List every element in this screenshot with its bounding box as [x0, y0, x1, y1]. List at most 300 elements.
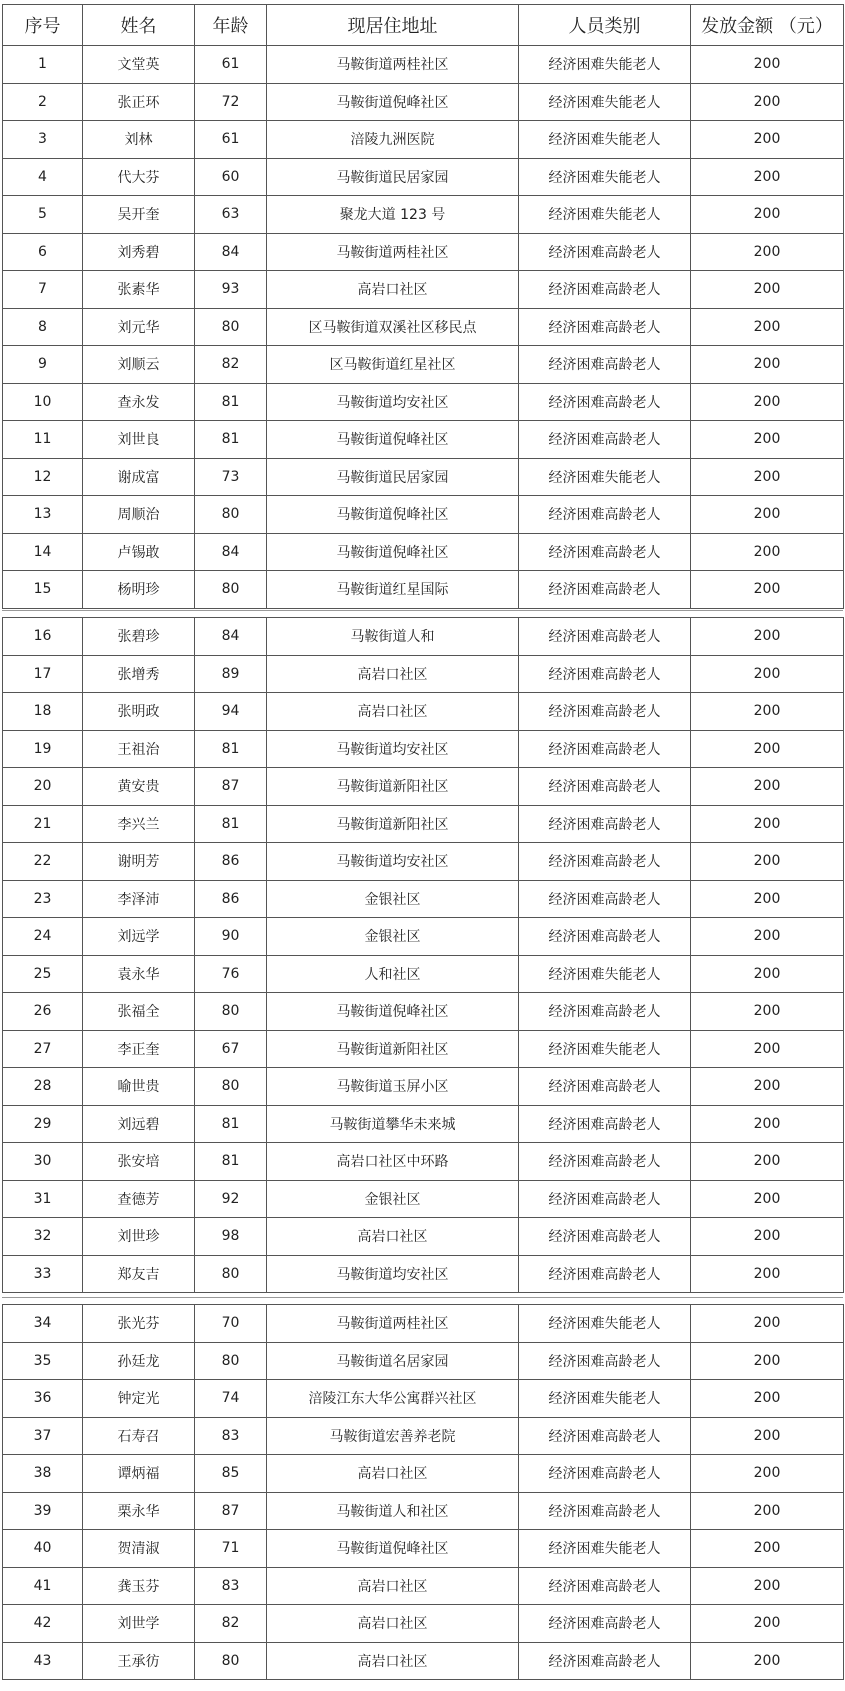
cell-index: 6: [3, 233, 83, 271]
cell-name: 李正奎: [83, 1030, 195, 1068]
cell-name: 刘林: [83, 121, 195, 159]
cell-address: 高岩口社区: [267, 1605, 519, 1643]
cell-category: 经济困难高龄老人: [519, 1417, 691, 1455]
table-row: [3, 880, 844, 918]
cell-name: 刘元华: [83, 308, 195, 346]
cell-amount: 200: [691, 1455, 844, 1493]
header-address: 现居住地址: [267, 5, 519, 46]
cell-name: 查永发: [83, 383, 195, 421]
cell-name: 李兴兰: [83, 805, 195, 843]
cell-index: 12: [3, 458, 83, 496]
cell-address: 马鞍街道均安社区: [267, 730, 519, 768]
cell-name: 张光芬: [83, 1305, 195, 1343]
cell-name: 谢成富: [83, 458, 195, 496]
cell-age: 80: [195, 1342, 267, 1380]
cell-name: 刘远碧: [83, 1105, 195, 1143]
cell-address: 人和社区: [267, 955, 519, 993]
table-row: [3, 233, 844, 271]
cell-amount: 200: [691, 421, 844, 459]
cell-index: 43: [3, 1642, 83, 1680]
cell-age: 85: [195, 1455, 267, 1493]
cell-address: 马鞍街道倪峰社区: [267, 533, 519, 571]
cell-amount: 200: [691, 1180, 844, 1218]
cell-age: 86: [195, 880, 267, 918]
cell-address: 区马鞍街道双溪社区移民点: [267, 308, 519, 346]
cell-name: 张增秀: [83, 655, 195, 693]
cell-address: 马鞍街道均安社区: [267, 1255, 519, 1293]
cell-name: 周顺治: [83, 496, 195, 534]
cell-category: 经济困难失能老人: [519, 83, 691, 121]
cell-name: 吴开奎: [83, 196, 195, 234]
cell-age: 80: [195, 571, 267, 609]
cell-amount: 200: [691, 196, 844, 234]
cell-amount: 200: [691, 496, 844, 534]
cell-category: 经济困难高龄老人: [519, 271, 691, 309]
cell-index: 32: [3, 1218, 83, 1256]
cell-category: 经济困难高龄老人: [519, 1068, 691, 1106]
header-age: 年龄: [195, 5, 267, 46]
cell-index: 21: [3, 805, 83, 843]
table-row: [3, 383, 844, 421]
table-row: [3, 458, 844, 496]
table-block-1: [2, 4, 843, 609]
cell-category: 经济困难高龄老人: [519, 1143, 691, 1181]
cell-amount: 200: [691, 1417, 844, 1455]
table-row: [3, 805, 844, 843]
cell-name: 袁永华: [83, 955, 195, 993]
cell-index: 27: [3, 1030, 83, 1068]
cell-age: 61: [195, 121, 267, 159]
cell-index: 24: [3, 918, 83, 956]
cell-category: 经济困难失能老人: [519, 158, 691, 196]
cell-amount: 200: [691, 1143, 844, 1181]
cell-category: 经济困难高龄老人: [519, 655, 691, 693]
cell-index: 18: [3, 693, 83, 731]
cell-index: 30: [3, 1143, 83, 1181]
cell-age: 90: [195, 918, 267, 956]
cell-category: 经济困难高龄老人: [519, 730, 691, 768]
cell-amount: 200: [691, 1030, 844, 1068]
cell-address: 聚龙大道 123 号: [267, 196, 519, 234]
table-row: [3, 693, 844, 731]
cell-index: 25: [3, 955, 83, 993]
table-row: [3, 533, 844, 571]
cell-category: 经济困难高龄老人: [519, 421, 691, 459]
cell-name: 刘世学: [83, 1605, 195, 1643]
cell-name: 查德芳: [83, 1180, 195, 1218]
cell-address: 马鞍街道倪峰社区: [267, 421, 519, 459]
page-divider: [2, 1297, 843, 1298]
cell-address: 马鞍街道倪峰社区: [267, 1530, 519, 1568]
cell-category: 经济困难高龄老人: [519, 1255, 691, 1293]
cell-index: 29: [3, 1105, 83, 1143]
cell-name: 孙廷龙: [83, 1342, 195, 1380]
cell-age: 87: [195, 1492, 267, 1530]
cell-name: 石寿召: [83, 1417, 195, 1455]
table-row: [3, 1180, 844, 1218]
cell-category: 经济困难高龄老人: [519, 1342, 691, 1380]
cell-address: 高岩口社区: [267, 1218, 519, 1256]
cell-amount: 200: [691, 1255, 844, 1293]
cell-address: 马鞍街道两桂社区: [267, 1305, 519, 1343]
cell-age: 63: [195, 196, 267, 234]
table-row: [3, 655, 844, 693]
cell-index: 13: [3, 496, 83, 534]
cell-age: 60: [195, 158, 267, 196]
cell-amount: 200: [691, 1218, 844, 1256]
cell-amount: 200: [691, 83, 844, 121]
cell-index: 19: [3, 730, 83, 768]
cell-index: 7: [3, 271, 83, 309]
table-row: [3, 1530, 844, 1568]
cell-name: 王承彷: [83, 1642, 195, 1680]
cell-amount: 200: [691, 458, 844, 496]
cell-index: 23: [3, 880, 83, 918]
cell-category: 经济困难高龄老人: [519, 308, 691, 346]
cell-category: 经济困难高龄老人: [519, 880, 691, 918]
cell-address: 涪陵江东大华公寓群兴社区: [267, 1380, 519, 1418]
table-row: [3, 421, 844, 459]
cell-index: 34: [3, 1305, 83, 1343]
cell-address: 马鞍街道新阳社区: [267, 768, 519, 806]
header-name: 姓名: [83, 5, 195, 46]
table-row: [3, 1567, 844, 1605]
cell-address: 金银社区: [267, 880, 519, 918]
table-row: [3, 1030, 844, 1068]
table-row: [3, 1143, 844, 1181]
cell-age: 81: [195, 730, 267, 768]
cell-age: 74: [195, 1380, 267, 1418]
subsidy-table: [2, 4, 844, 609]
cell-name: 贺清淑: [83, 1530, 195, 1568]
cell-age: 80: [195, 1642, 267, 1680]
table-row: [3, 46, 844, 84]
cell-category: 经济困难失能老人: [519, 1030, 691, 1068]
subsidy-table-continued: [2, 617, 844, 1293]
cell-age: 72: [195, 83, 267, 121]
cell-index: 37: [3, 1417, 83, 1455]
table-row: [3, 1492, 844, 1530]
cell-category: 经济困难高龄老人: [519, 1605, 691, 1643]
cell-index: 31: [3, 1180, 83, 1218]
cell-amount: 200: [691, 1105, 844, 1143]
cell-amount: 200: [691, 1605, 844, 1643]
cell-name: 卢锡敢: [83, 533, 195, 571]
cell-category: 经济困难失能老人: [519, 955, 691, 993]
cell-age: 81: [195, 1105, 267, 1143]
page-divider: [2, 610, 843, 611]
cell-name: 代大芬: [83, 158, 195, 196]
cell-index: 42: [3, 1605, 83, 1643]
cell-amount: 200: [691, 46, 844, 84]
cell-index: 20: [3, 768, 83, 806]
cell-age: 71: [195, 1530, 267, 1568]
cell-category: 经济困难高龄老人: [519, 693, 691, 731]
cell-amount: 200: [691, 1642, 844, 1680]
cell-index: 16: [3, 618, 83, 656]
cell-name: 龚玉芬: [83, 1567, 195, 1605]
table-row: [3, 1605, 844, 1643]
cell-address: 区马鞍街道红星社区: [267, 346, 519, 384]
cell-age: 82: [195, 1605, 267, 1643]
cell-amount: 200: [691, 655, 844, 693]
cell-address: 马鞍街道民居家园: [267, 458, 519, 496]
cell-category: 经济困难失能老人: [519, 1380, 691, 1418]
cell-category: 经济困难高龄老人: [519, 993, 691, 1031]
cell-age: 80: [195, 1068, 267, 1106]
cell-age: 73: [195, 458, 267, 496]
cell-age: 81: [195, 383, 267, 421]
cell-address: 马鞍街道倪峰社区: [267, 496, 519, 534]
cell-amount: 200: [691, 618, 844, 656]
table-row: [3, 1255, 844, 1293]
cell-age: 83: [195, 1417, 267, 1455]
table-block-3: [2, 1304, 843, 1680]
table-row: [3, 918, 844, 956]
cell-age: 70: [195, 1305, 267, 1343]
cell-age: 80: [195, 993, 267, 1031]
cell-amount: 200: [691, 880, 844, 918]
cell-address: 马鞍街道攀华未来城: [267, 1105, 519, 1143]
cell-amount: 200: [691, 805, 844, 843]
table-row: [3, 346, 844, 384]
cell-amount: 200: [691, 533, 844, 571]
table-row: [3, 308, 844, 346]
cell-name: 张正环: [83, 83, 195, 121]
table-row: [3, 1455, 844, 1493]
cell-age: 67: [195, 1030, 267, 1068]
cell-address: 金银社区: [267, 918, 519, 956]
cell-name: 刘顺云: [83, 346, 195, 384]
cell-age: 83: [195, 1567, 267, 1605]
cell-age: 86: [195, 843, 267, 881]
cell-index: 3: [3, 121, 83, 159]
cell-name: 刘远学: [83, 918, 195, 956]
cell-index: 33: [3, 1255, 83, 1293]
cell-age: 82: [195, 346, 267, 384]
cell-age: 84: [195, 618, 267, 656]
cell-age: 84: [195, 233, 267, 271]
cell-amount: 200: [691, 158, 844, 196]
cell-name: 刘秀碧: [83, 233, 195, 271]
cell-age: 89: [195, 655, 267, 693]
cell-index: 41: [3, 1567, 83, 1605]
cell-name: 郑友吉: [83, 1255, 195, 1293]
cell-amount: 200: [691, 346, 844, 384]
cell-amount: 200: [691, 1380, 844, 1418]
cell-address: 金银社区: [267, 1180, 519, 1218]
cell-category: 经济困难高龄老人: [519, 768, 691, 806]
cell-address: 高岩口社区中环路: [267, 1143, 519, 1181]
cell-index: 28: [3, 1068, 83, 1106]
cell-category: 经济困难高龄老人: [519, 1218, 691, 1256]
cell-category: 经济困难失能老人: [519, 196, 691, 234]
table-row: [3, 843, 844, 881]
cell-address: 马鞍街道倪峰社区: [267, 993, 519, 1031]
table-row: [3, 1380, 844, 1418]
cell-index: 5: [3, 196, 83, 234]
cell-category: 经济困难失能老人: [519, 1530, 691, 1568]
cell-address: 高岩口社区: [267, 655, 519, 693]
cell-category: 经济困难高龄老人: [519, 1180, 691, 1218]
cell-age: 81: [195, 421, 267, 459]
cell-amount: 200: [691, 768, 844, 806]
cell-category: 经济困难高龄老人: [519, 1105, 691, 1143]
cell-age: 87: [195, 768, 267, 806]
table-row: [3, 1218, 844, 1256]
cell-address: 高岩口社区: [267, 1642, 519, 1680]
cell-category: 经济困难高龄老人: [519, 918, 691, 956]
cell-age: 81: [195, 1143, 267, 1181]
cell-name: 张安培: [83, 1143, 195, 1181]
cell-age: 81: [195, 805, 267, 843]
table-header-row: [3, 5, 844, 46]
cell-category: 经济困难高龄老人: [519, 1642, 691, 1680]
cell-address: 马鞍街道名居家园: [267, 1342, 519, 1380]
cell-index: 1: [3, 46, 83, 84]
cell-amount: 200: [691, 730, 844, 768]
header-category: 人员类别: [519, 5, 691, 46]
cell-address: 马鞍街道人和: [267, 618, 519, 656]
cell-category: 经济困难失能老人: [519, 1305, 691, 1343]
table-block-2: [2, 617, 843, 1293]
cell-category: 经济困难高龄老人: [519, 383, 691, 421]
cell-index: 39: [3, 1492, 83, 1530]
cell-name: 王祖治: [83, 730, 195, 768]
cell-category: 经济困难高龄老人: [519, 1567, 691, 1605]
table-row: [3, 1305, 844, 1343]
cell-index: 10: [3, 383, 83, 421]
cell-age: 94: [195, 693, 267, 731]
cell-address: 马鞍街道倪峰社区: [267, 83, 519, 121]
cell-address: 马鞍街道宏善养老院: [267, 1417, 519, 1455]
cell-amount: 200: [691, 1305, 844, 1343]
cell-amount: 200: [691, 233, 844, 271]
cell-index: 22: [3, 843, 83, 881]
cell-name: 黄安贵: [83, 768, 195, 806]
cell-amount: 200: [691, 308, 844, 346]
cell-age: 61: [195, 46, 267, 84]
cell-category: 经济困难高龄老人: [519, 805, 691, 843]
cell-amount: 200: [691, 383, 844, 421]
cell-name: 李泽沛: [83, 880, 195, 918]
cell-age: 76: [195, 955, 267, 993]
cell-address: 高岩口社区: [267, 1567, 519, 1605]
cell-amount: 200: [691, 121, 844, 159]
cell-address: 涪陵九洲医院: [267, 121, 519, 159]
cell-name: 栗永华: [83, 1492, 195, 1530]
cell-address: 马鞍街道红星国际: [267, 571, 519, 609]
table-row: [3, 496, 844, 534]
cell-age: 98: [195, 1218, 267, 1256]
table-row: [3, 1105, 844, 1143]
cell-address: 马鞍街道玉屏小区: [267, 1068, 519, 1106]
table-row: [3, 955, 844, 993]
table-row: [3, 618, 844, 656]
table-row: [3, 1642, 844, 1680]
cell-index: 11: [3, 421, 83, 459]
cell-category: 经济困难高龄老人: [519, 233, 691, 271]
table-row: [3, 571, 844, 609]
cell-name: 文堂英: [83, 46, 195, 84]
cell-age: 93: [195, 271, 267, 309]
table-row: [3, 158, 844, 196]
cell-index: 8: [3, 308, 83, 346]
cell-amount: 200: [691, 1068, 844, 1106]
cell-amount: 200: [691, 918, 844, 956]
cell-amount: 200: [691, 843, 844, 881]
cell-name: 张明政: [83, 693, 195, 731]
cell-amount: 200: [691, 993, 844, 1031]
cell-address: 马鞍街道新阳社区: [267, 805, 519, 843]
cell-category: 经济困难高龄老人: [519, 571, 691, 609]
cell-index: 40: [3, 1530, 83, 1568]
cell-age: 92: [195, 1180, 267, 1218]
cell-amount: 200: [691, 1492, 844, 1530]
table-row: [3, 196, 844, 234]
cell-address: 马鞍街道民居家园: [267, 158, 519, 196]
cell-index: 14: [3, 533, 83, 571]
cell-name: 张素华: [83, 271, 195, 309]
cell-address: 高岩口社区: [267, 693, 519, 731]
cell-name: 谢明芳: [83, 843, 195, 881]
cell-name: 刘世良: [83, 421, 195, 459]
table-row: [3, 1068, 844, 1106]
header-amount: 发放金额 （元）: [691, 5, 844, 46]
cell-index: 17: [3, 655, 83, 693]
cell-index: 35: [3, 1342, 83, 1380]
table-row: [3, 121, 844, 159]
cell-amount: 200: [691, 571, 844, 609]
cell-category: 经济困难高龄老人: [519, 1492, 691, 1530]
cell-name: 张碧珍: [83, 618, 195, 656]
table-row: [3, 993, 844, 1031]
cell-address: 马鞍街道均安社区: [267, 383, 519, 421]
cell-amount: 200: [691, 693, 844, 731]
table-row: [3, 83, 844, 121]
cell-age: 80: [195, 1255, 267, 1293]
cell-index: 26: [3, 993, 83, 1031]
cell-category: 经济困难失能老人: [519, 46, 691, 84]
cell-category: 经济困难高龄老人: [519, 496, 691, 534]
cell-index: 2: [3, 83, 83, 121]
cell-name: 喻世贵: [83, 1068, 195, 1106]
cell-name: 刘世珍: [83, 1218, 195, 1256]
cell-amount: 200: [691, 1342, 844, 1380]
cell-address: 马鞍街道人和社区: [267, 1492, 519, 1530]
cell-age: 80: [195, 308, 267, 346]
cell-amount: 200: [691, 1530, 844, 1568]
cell-address: 马鞍街道新阳社区: [267, 1030, 519, 1068]
cell-index: 4: [3, 158, 83, 196]
cell-category: 经济困难高龄老人: [519, 618, 691, 656]
cell-index: 38: [3, 1455, 83, 1493]
cell-name: 杨明珍: [83, 571, 195, 609]
cell-category: 经济困难高龄老人: [519, 346, 691, 384]
cell-category: 经济困难失能老人: [519, 121, 691, 159]
cell-index: 9: [3, 346, 83, 384]
cell-address: 马鞍街道两桂社区: [267, 46, 519, 84]
cell-name: 钟定光: [83, 1380, 195, 1418]
cell-amount: 200: [691, 1567, 844, 1605]
cell-category: 经济困难高龄老人: [519, 533, 691, 571]
cell-category: 经济困难高龄老人: [519, 1455, 691, 1493]
header-index: 序号: [3, 5, 83, 46]
cell-address: 马鞍街道均安社区: [267, 843, 519, 881]
cell-address: 高岩口社区: [267, 1455, 519, 1493]
table-row: [3, 730, 844, 768]
cell-index: 36: [3, 1380, 83, 1418]
